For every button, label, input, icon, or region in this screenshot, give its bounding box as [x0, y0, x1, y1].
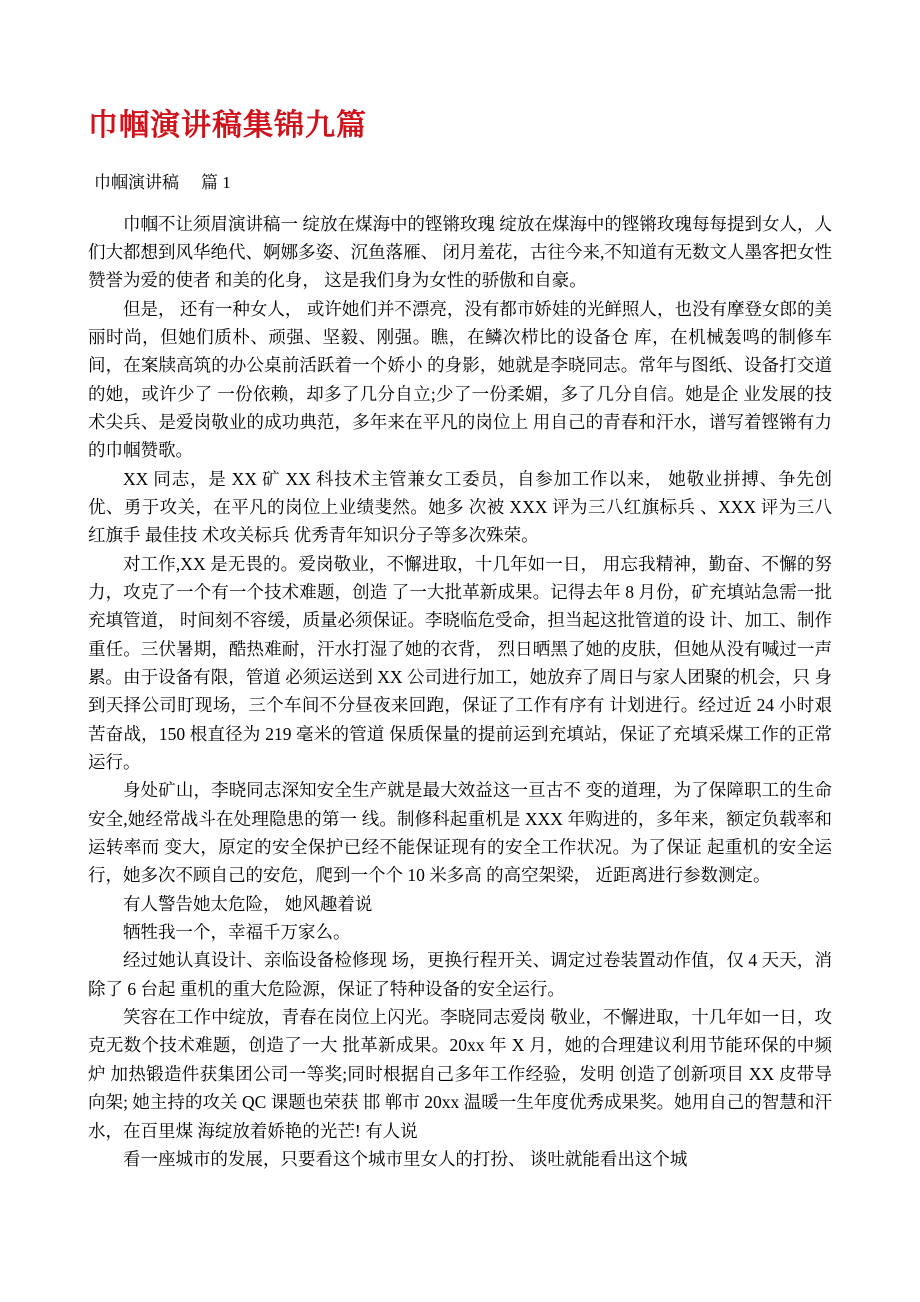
- paragraph: 经过她认真设计、亲临设备检修现 场，更换行程开关、调定过卷装置动作值，仅 4 天天，消除了 6 台起 重机的重大危险源，保证了特种设备的安全运行。: [88, 950, 832, 999]
- paragraph: 牺牲我一个，幸福千万家么。: [123, 922, 351, 943]
- paragraph: 看一座城市的发展，只要看这个城市里女人的打扮、 谈吐就能看出这个城: [123, 1148, 688, 1169]
- subtitle-index: 篇 1: [201, 173, 231, 192]
- page-title: 巾帼演讲稿集锦九篇: [88, 109, 367, 142]
- paragraph: 笑容在工作中绽放，青春在岗位上闪光。李晓同志爱岗 敬业，不懈进取，十几年如一日，攻克无数个技术难题，创造了一大 批革新成果。20xx 年 X 月，她的合理建议利用节能环保的中频炉 加热锻造件获集团公司一等奖;同时根据自己多年工作经验，发明 创造了创新项目 XX 皮带导向架; 她主持的攻关 QC 课题也荣获 邯 郸市 20xx 温暖一生年度优秀成果奖。她用自己的智慧和汗水，在百里煤 海绽放着娇艳的光芒! 有人说: [88, 1007, 832, 1141]
- paragraph: 身处矿山，李晓同志深知安全生产就是最大效益这一亘古不 变的道理，为了保障职工的生命安全,她经常战斗在处理隐患的第一 线。制修科起重机是 XXX 年购进的，多年来，额定负载率和运转率而 变大，原定的安全保护已经不能保证现有的安全工作状况。为了保证 起重机的安全运行，她多次不顾自己的安危，爬到一个个 10 米多高 的高空架梁， 近距离进行参数测定。: [88, 780, 832, 886]
- paragraph: 但是， 还有一种女人， 或许她们并不漂亮，没有都市娇娃的光鲜照人，也没有摩登女郎的美 丽时尚，但她们质朴、顽强、坚毅、刚强。瞧，在鳞次栉比的设备仓 库，在机械轰鸣的制修车间，在案牍高筑的办公桌前活跃着一个娇小 的身影，她就是李晓同志。常年与图纸、设备打交道的她，或许少了 一份依赖，却多了几分自立;少了一份柔媚，多了几分自信。她是企 业发展的技术尖兵、是爱岗敬业的成功典范，多年来在平凡的岗位上 用自己的青春和汗水，谱写着铿锵有力的巾帼赞歌。: [88, 298, 832, 461]
- paragraph: 巾帼不让须眉演讲稿一 绽放在煤海中的铿锵玫瑰 绽放在煤海中的铿锵玫瑰每每提到女人，人们大都想到风华绝代、婀娜多姿、沉鱼落雁、 闭月羞花，古往今来,不知道有无数文人墨客把女性赞誉为爱的使者 和美的化身， 这是我们身为女性的骄傲和自豪。: [88, 213, 832, 291]
- paragraph: 对工作,XX 是无畏的。爱岗敬业，不懈进取，十几年如一日， 用忘我精神，勤奋、不懈的努力，攻克了一个有一个技术难题，创造 了一大批革新成果。记得去年 8 月份，矿充填站急需一批充填管道， 时间刻不容缓，质量必须保证。李晓临危受命，担当起这批管道的设 计、加工、制作重任。三伏暑期，酷热难耐，汗水打湿了她的衣背， 烈日晒黑了她的皮肤，但她从没有喊过一声累。由于设备有限，管道 必须运送到 XX 公司进行加工，她放弃了周日与家人团聚的机会，只 身到天择公司盯现场，三个车间不分昼夜来回跑，保证了工作有序有 计划进行。经过近 24 小时艰苦奋战，150 根直径为 219 毫米的管道 保质保量的提前运到充填站，保证了充填采煤工作的正常运行。: [88, 553, 832, 773]
- document-subtitle: [88, 170, 832, 196]
- subtitle-label: 巾帼演讲稿: [94, 173, 179, 192]
- paragraph: XX 同志，是 XX 矿 XX 科技术主管兼女工委员，自参加工作以来， 她敬业拼搏、争先创优、勇于攻关，在平凡的岗位上业绩斐然。她多 次被 XXX 评为三八红旗标兵 、XXX 评为三八红旗手 最佳技 术攻关标兵 优秀青年知识分子等多次殊荣。: [88, 468, 832, 546]
- paragraph: 有人警告她太危险， 她风趣着说: [123, 893, 373, 914]
